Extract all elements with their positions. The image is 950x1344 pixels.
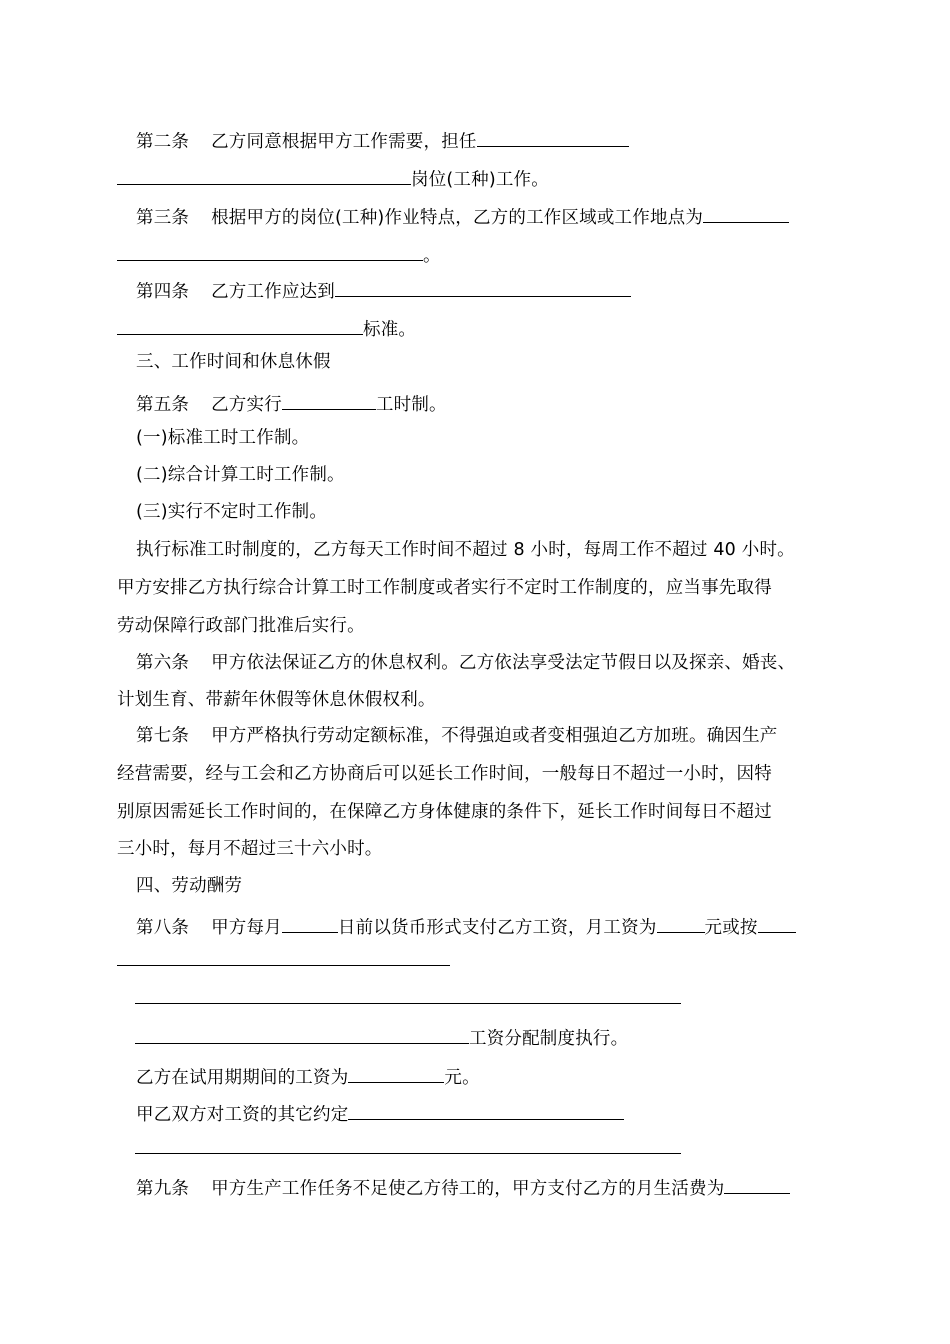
salary-system-blank-2[interactable] (117, 965, 450, 966)
probation-text-2: 元。 (444, 1068, 480, 1088)
article-8-line-1 (136, 912, 856, 940)
article-6-text-1: 甲方依法保证乙方的休息权利。乙方依法享受法定节假日以及探亲、婚丧、 (211, 653, 796, 673)
article-3-line-1 (136, 202, 856, 230)
position-blank[interactable] (477, 126, 629, 147)
section-3-title: 三、工作时间和休息休假 (136, 352, 331, 372)
article-7-line-4: 三小时，每月不超过三十六小时。 (117, 839, 383, 859)
article-4-heading: 第四条 (136, 282, 190, 302)
work-standard-blank[interactable] (335, 276, 631, 297)
option-2: (二)综合计算工时工作制。 (136, 465, 345, 485)
work-standard-blank-2[interactable] (117, 314, 363, 335)
pay-day-blank[interactable] (282, 912, 338, 933)
article-6-heading: 第六条 (136, 653, 190, 673)
section-4-title: 四、劳动酬劳 (136, 876, 243, 896)
article-7-line-2: 经营需要，经与工会和乙方协商后可以延长工作时间，一般每日不超过一小时，因特 (117, 764, 772, 784)
probation-text-1: 乙方在试用期期间的工资为 (136, 1068, 349, 1088)
paragraph-1-line-2: 甲方安排乙方执行综合计算工时工作制度或者实行不定时工作制度的，应当事先取得 (117, 578, 772, 598)
other-agreement-blank-2[interactable] (135, 1153, 681, 1154)
other-agreement-blank[interactable] (348, 1099, 624, 1120)
article-5-text: 乙方实行 (211, 395, 282, 415)
working-hours-type-blank[interactable] (282, 389, 376, 410)
article-9-heading: 第九条 (136, 1179, 190, 1199)
article-3-end: 。 (423, 246, 441, 266)
article-9-text: 甲方生产工作任务不足使乙方待工的，甲方支付乙方的月生活费为 (211, 1179, 725, 1199)
article-8-text-1: 甲方每月 (211, 918, 282, 938)
article-3-heading: 第三条 (136, 208, 190, 228)
article-7-line-3: 别原因需延长工作时间的，在保障乙方身体健康的条件下，延长工作时间每日不超过 (117, 802, 772, 822)
article-8-heading: 第八条 (136, 918, 190, 938)
article-8-text-2: 日前以货币形式支付乙方工资，月工资为 (337, 918, 657, 938)
salary-system-blank-4[interactable] (135, 1023, 469, 1044)
article-8-text-3: 元或按 (704, 918, 758, 938)
article-5-line (136, 389, 856, 417)
article-4-text: 乙方工作应达到 (211, 282, 336, 302)
article-8-line-end (135, 1023, 855, 1051)
monthly-salary-blank[interactable] (657, 912, 705, 933)
article-4-end: 标准。 (363, 320, 417, 340)
article-7-heading: 第七条 (136, 726, 190, 746)
salary-system-blank-3[interactable] (135, 1003, 681, 1004)
work-location-blank[interactable] (703, 202, 789, 223)
other-agreement-line (136, 1099, 856, 1127)
article-5-end: 工时制。 (375, 395, 447, 415)
article-2-heading: 第二条 (136, 132, 190, 152)
probation-salary-line (136, 1062, 856, 1090)
article-6-line-1 (136, 651, 856, 675)
article-2-line-2 (117, 164, 837, 192)
work-location-blank-2[interactable] (117, 240, 423, 261)
article-3-text: 根据甲方的岗位(工种)作业特点，乙方的工作区域或工作地点为 (211, 208, 704, 228)
position-blank-2[interactable] (117, 164, 411, 185)
option-1: (一)标准工时工作制。 (136, 428, 310, 448)
article-2-line-1 (136, 126, 856, 154)
paragraph-1-line-3: 劳动保障行政部门批准后实行。 (117, 616, 365, 636)
article-8-end: 工资分配制度执行。 (469, 1029, 629, 1049)
probation-salary-blank[interactable] (348, 1062, 444, 1083)
salary-system-blank[interactable] (758, 912, 796, 933)
article-3-line-2 (117, 240, 837, 268)
living-allowance-blank[interactable] (724, 1173, 790, 1194)
article-4-line-1 (136, 276, 856, 304)
article-2-text: 乙方同意根据甲方工作需要，担任 (211, 132, 477, 152)
option-3: (三)实行不定时工作制。 (136, 502, 328, 522)
paragraph-1-line-1: 执行标准工时制度的，乙方每天工作时间不超过 8 小时，每周工作不超过 40 小时。 (136, 540, 795, 560)
article-6-line-2: 计划生育、带薪年休假等休息休假权利。 (117, 690, 436, 710)
article-7-text-1: 甲方严格执行劳动定额标准，不得强迫或者变相强迫乙方加班。确因生产 (211, 726, 778, 746)
article-2-end: 岗位(工种)工作。 (411, 170, 549, 190)
article-7-line-1 (136, 724, 856, 748)
article-4-line-2 (117, 314, 837, 342)
other-agreement-text: 甲乙双方对工资的其它约定 (136, 1105, 349, 1125)
article-5-heading: 第五条 (136, 395, 190, 415)
article-9-line (136, 1173, 856, 1201)
